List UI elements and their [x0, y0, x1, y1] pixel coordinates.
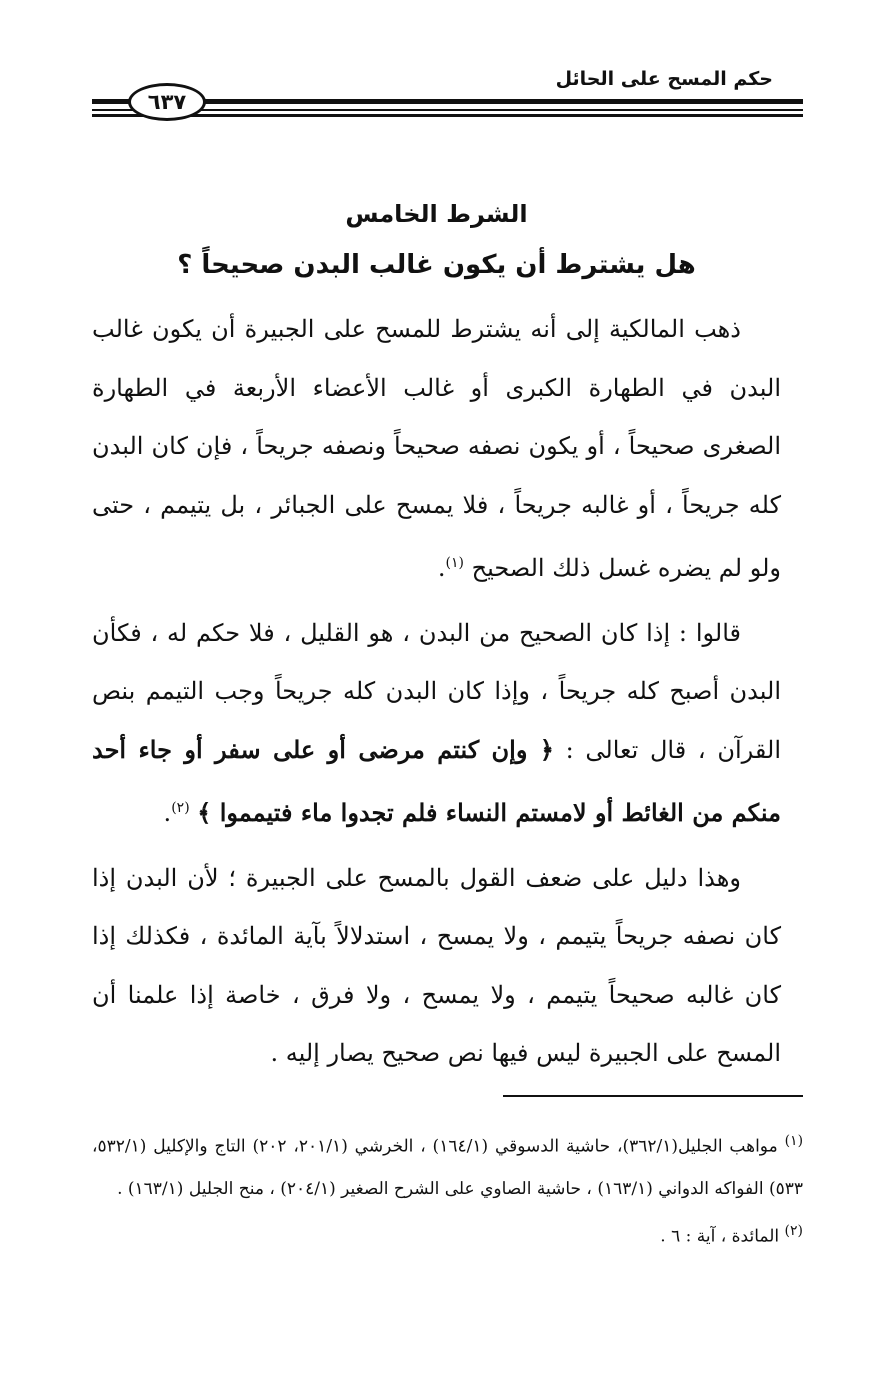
- footnote-separator: [503, 1095, 803, 1097]
- quran-verse: ﴿ وإن كنتم مرضى أو على سفر أو جاء أحد منكم من الغائط أو لامستم النساء فلم تجدوا ماء فتيمموا ﴾: [92, 734, 781, 827]
- page-number-badge: ٦٣٧: [128, 83, 206, 121]
- paragraph-2: قالوا : إذا كان الصحيح من البدن ، هو القليل ، فلا حكم له ، فكأن البدن أصبح كله جريحاً ، وإذا كان البدن كله جريحاً وجب التيمم بنص القرآن ، قال تعالى : ﴿ وإن كنتم مرضى أو على سفر أو جاء أحد منكم من الغائط أو لامستم النساء فلم تجدوا ماء فتيمموا ﴾ $^{(٢)}$.: [92, 618, 781, 827]
- footnotes: [92, 1120, 803, 1257]
- running-header-title: حكم المسح على الحائل: [555, 68, 773, 90]
- paragraph-1-text: ذهب المالكية إلى أنه يشترط للمسح على الجبيرة أن يكون غالب البدن في الطهارة الكبرى أو غالب الأعضاء الأربعة في الطهارة الصغرى صحيحاً ، أو يكون نصفه صحيحاً ونصفه جريحاً ، فإن كان البدن كله جريحاً ، أو غالبه جريحاً ، فلا يمسح على الجبائر ، بل يتيمم ، حتى ولو لم يضره غسل ذلك الصحيح: [92, 315, 781, 582]
- footnote-1-text: مواهب الجليل(٣٦٢/١)، حاشية الدسوقي (١٦٤/١) ، الخرشي (٢٠١/١، ٢٠٢) التاج والإكليل (٥٣٢/١، ٥٣٣) الفواكه الدواني (١٦٣/١) ، حاشية الصاوي على الشرح الصغير (٢٠٤/١) ، منح الجليل (١٦٣/١) .: [92, 1136, 803, 1199]
- footnote-1: [92, 1120, 803, 1210]
- paragraph-2-text: قالوا : إذا كان الصحيح من البدن ، هو القليل ، فلا حكم له ، فكأن البدن أصبح كله جريحاً ، وإذا كان البدن كله جريحاً وجب التيمم بنص القرآن ، قال تعالى :: [92, 618, 781, 764]
- footnote-ref-2: (٢): [171, 800, 190, 816]
- section-question: هل يشترط أن يكون غالب البدن صحيحاً ؟: [177, 250, 696, 280]
- footnote-2: [92, 1210, 803, 1258]
- footnote-1-marker: (١): [784, 1133, 804, 1149]
- body-text: [92, 300, 781, 1089]
- footnote-2-marker: (٢): [784, 1222, 803, 1239]
- paragraph-3: [92, 849, 781, 1083]
- footnote-2-text: المائدة ، آية : ٦ .: [660, 1226, 780, 1247]
- header-rule-bottom: [92, 114, 803, 117]
- section-title: الشرط الخامس: [345, 200, 528, 228]
- paragraph-3-text: وهذا دليل على ضعف القول بالمسح على الجبيرة ؛ لأن البدن إذا كان نصفه جريحاً يتيمم ، ولا يمسح ، استدلالاً بآية المائدة ، فكذلك إذا كان غالبه صحيحاً يتيمم ، ولا يمسح ، ولا فرق ، خاصة إذا علمنا أن المسح على الجبيرة ليس فيها نص صحيح يصار إليه .: [92, 863, 781, 1067]
- paragraph-1: ذهب المالكية إلى أنه يشترط للمسح على الجبيرة أن يكون غالب البدن في الطهارة الكبرى أو غالب الأعضاء الأربعة في الطهارة الصغرى صحيحاً ، أو يكون نصفه صحيحاً ونصفه جريحاً ، فإن كان البدن كله جريحاً ، أو غالبه جريحاً ، فلا يمسح على الجبائر ، بل يتيمم ، حتى ولو لم يضره غسل ذلك الصحيح $^{(١)}$.: [92, 315, 781, 582]
- footnote-ref-1: (١): [445, 555, 464, 571]
